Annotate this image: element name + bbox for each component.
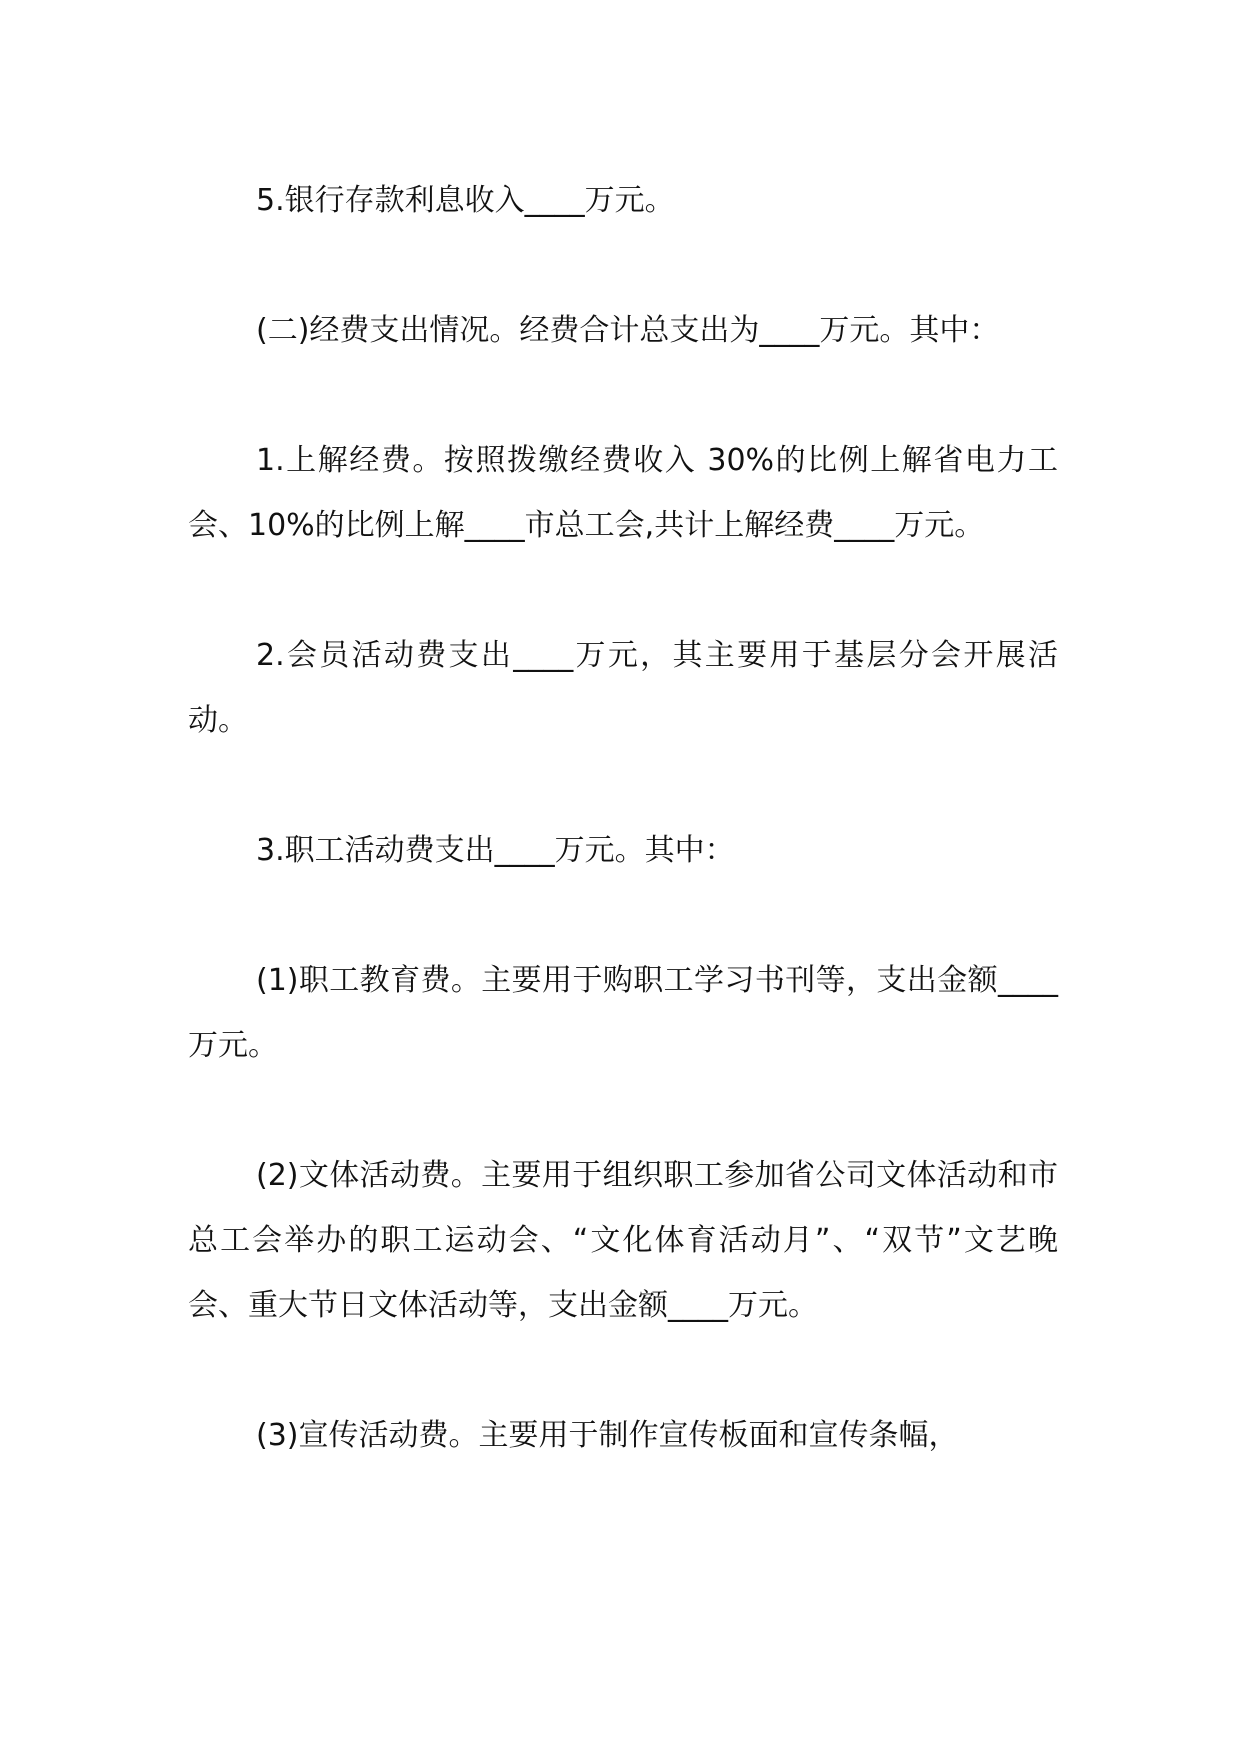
paragraph-staff-education: (1)职工教育费。主要用于购职工学习书刊等，支出金额____万元。 bbox=[188, 963, 1058, 1063]
document-body bbox=[188, 168, 1058, 1468]
paragraph-spacer bbox=[188, 558, 1058, 623]
paragraph-spacer bbox=[188, 233, 1058, 298]
paragraph-spacer bbox=[188, 883, 1058, 948]
paragraph-spacer bbox=[188, 753, 1058, 818]
paragraph-spacer bbox=[188, 1338, 1058, 1403]
paragraph-member-activities: 2.会员活动费支出____万元，其主要用于基层分会开展活动。 bbox=[188, 638, 1058, 738]
paragraph-interest-income: 5.银行存款利息收入____万元。 bbox=[256, 183, 675, 218]
paragraph-spacer bbox=[188, 363, 1058, 428]
paragraph-publicity: (3)宣传活动费。主要用于制作宣传板面和宣传条幅， bbox=[256, 1418, 959, 1453]
paragraph-remitted-funds: 1.上解经费。按照拨缴经费收入 30%的比例上解省电力工会、10%的比例上解____市总工会,共计上解经费____万元。 bbox=[188, 443, 1058, 543]
paragraph-expenditure-summary: (二)经费支出情况。经费合计总支出为____万元。其中： bbox=[256, 313, 1000, 348]
paragraph-staff-activities: 3.职工活动费支出____万元。其中： bbox=[256, 833, 735, 868]
paragraph-culture-sports: (2)文体活动费。主要用于组织职工参加省公司文体活动和市总工会举办的职工运动会、“文化体育活动月”、“双节”文艺晚会、重大节日文体活动等，支出金额____万元。 bbox=[188, 1158, 1058, 1323]
paragraph-spacer bbox=[188, 1078, 1058, 1143]
